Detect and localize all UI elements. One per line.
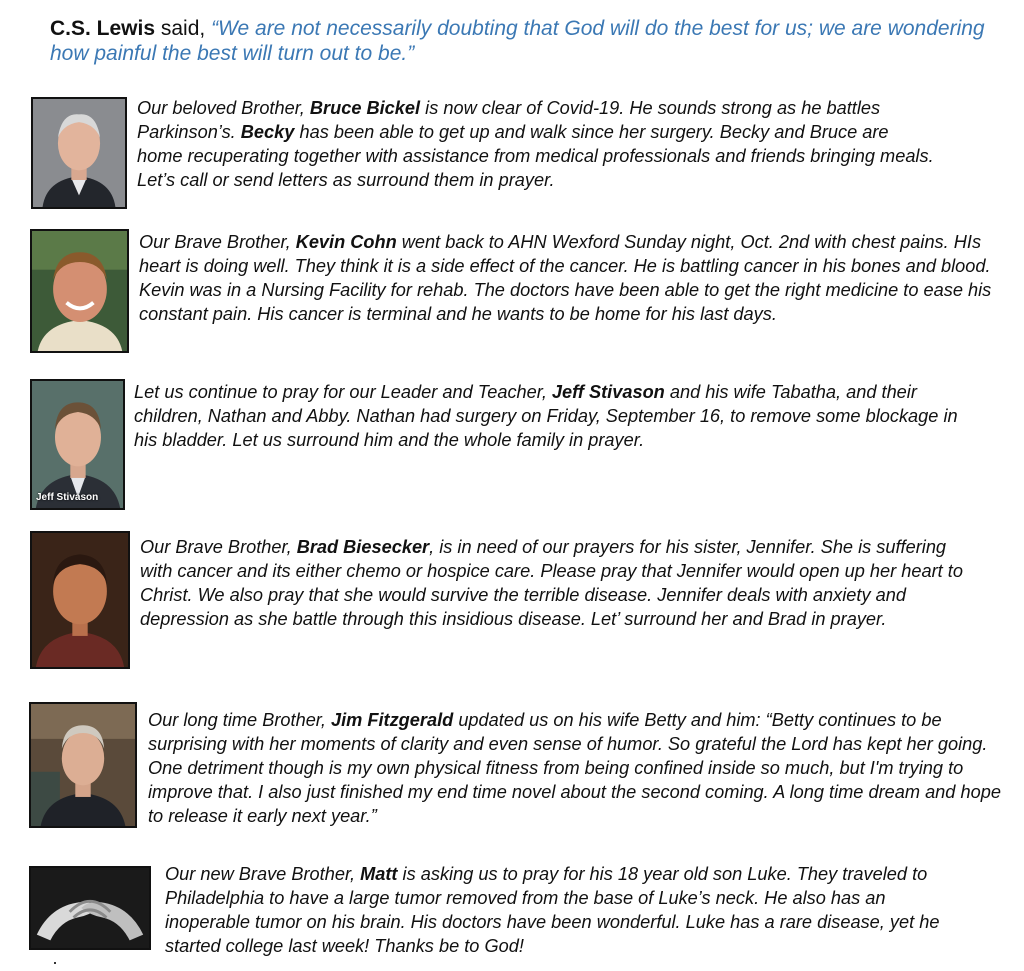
name-jim-fitzgerald: Jim Fitzgerald bbox=[330, 710, 454, 730]
photo-caption-jeff-stivason: Jeff Stivason bbox=[36, 492, 99, 503]
photo-jeff-stivason bbox=[30, 379, 125, 510]
quote-said: said, bbox=[155, 17, 212, 40]
name-matt: Matt bbox=[360, 864, 398, 884]
photo-praying-hands bbox=[29, 866, 151, 950]
photo-bruce-bickel bbox=[31, 97, 127, 209]
quote-text: “We are not necessarily doubting that God will do the best for us; we are wondering how painful the best will turn out to be.” bbox=[50, 17, 985, 65]
entry-text-jeff-stivason: Let us continue to pray for our Leader and Teacher, Jeff Stivason and his wife Tabatha, and their children, Nathan and Abby. Nathan had surgery on Friday, September 16, to remove some blockage in his bladder. Let us surround him and the whole family in prayer. bbox=[134, 382, 958, 450]
photo-brad-biesecker bbox=[30, 531, 130, 669]
entry-text-brad-biesecker: Our Brave Brother, Brad Biesecker, is in need of our prayers for his sister, Jennifer. She is suffering with cancer and its either chemo or hospice care. Please pray that Jennifer would open up her heart to Christ. We also pray that she would survive the terrible disease. Jennifer deals with anxiety and depression as she battle through this insidious disease. Let’ surround her and Brad in prayer. bbox=[140, 537, 963, 629]
entry-text-bruce-bickel: Our beloved Brother, Bruce Bickel is now clear of Covid-19. He sounds strong as he battles Parkinson’s. Becky has been able to get up and walk since her surgery. Becky and Bruce are home recuperating together with assistance from medical professionals and friends bringing meals. Let’s call or send letters as surround them in prayer. bbox=[137, 98, 934, 190]
photo-kevin-cohn bbox=[30, 229, 129, 353]
entry-text-kevin-cohn: Our Brave Brother, Kevin Cohn went back to AHN Wexford Sunday night, Oct. 2nd with chest pains. HIs heart is doing well. They think it is a side effect of the cancer. He is battling cancer in his bones and blood. Kevin was in a Nursing Facility for rehab. The doctors have been able to get the right medicine to ease his constant pain. His cancer is terminal and he wants to be home for his last days. bbox=[139, 232, 992, 324]
entry-text-jim-fitzgerald: Our long time Brother, Jim Fitzgerald updated us on his wife Betty and him: “Betty continues to be surprising with her moments of clarity and even sense of humor. So grateful the Lord has kept her going. One detriment though is my own physical fitness from being confined inside so much, but I'm trying to improve that. I also just finished my end time novel about the second coming. A long time dream and hope to release it early next year.” bbox=[148, 710, 1001, 826]
name-bruce-bickel: Bruce Bickel bbox=[309, 98, 421, 118]
entry-text-matt: Our new Brave Brother, Matt is asking us to pray for his 18 year old son Luke. They traveled to Philadelphia to have a large tumor removed from the base of Luke’s neck. He also has an inoperable tumor on his brain. His doctors have been wonderful. Luke has a rare disease, yet he started college last week! Thanks be to God! bbox=[165, 864, 940, 956]
quote-block bbox=[50, 16, 1000, 66]
name-brad-biesecker: Brad Biesecker bbox=[296, 537, 430, 557]
name-jeff-stivason: Jeff Stivason bbox=[551, 382, 665, 402]
name-becky: Becky bbox=[240, 122, 295, 142]
stray-dot bbox=[54, 962, 56, 964]
name-kevin-cohn: Kevin Cohn bbox=[295, 232, 397, 252]
quote-author: C.S. Lewis bbox=[50, 17, 156, 40]
photo-jim-fitzgerald bbox=[29, 702, 137, 828]
